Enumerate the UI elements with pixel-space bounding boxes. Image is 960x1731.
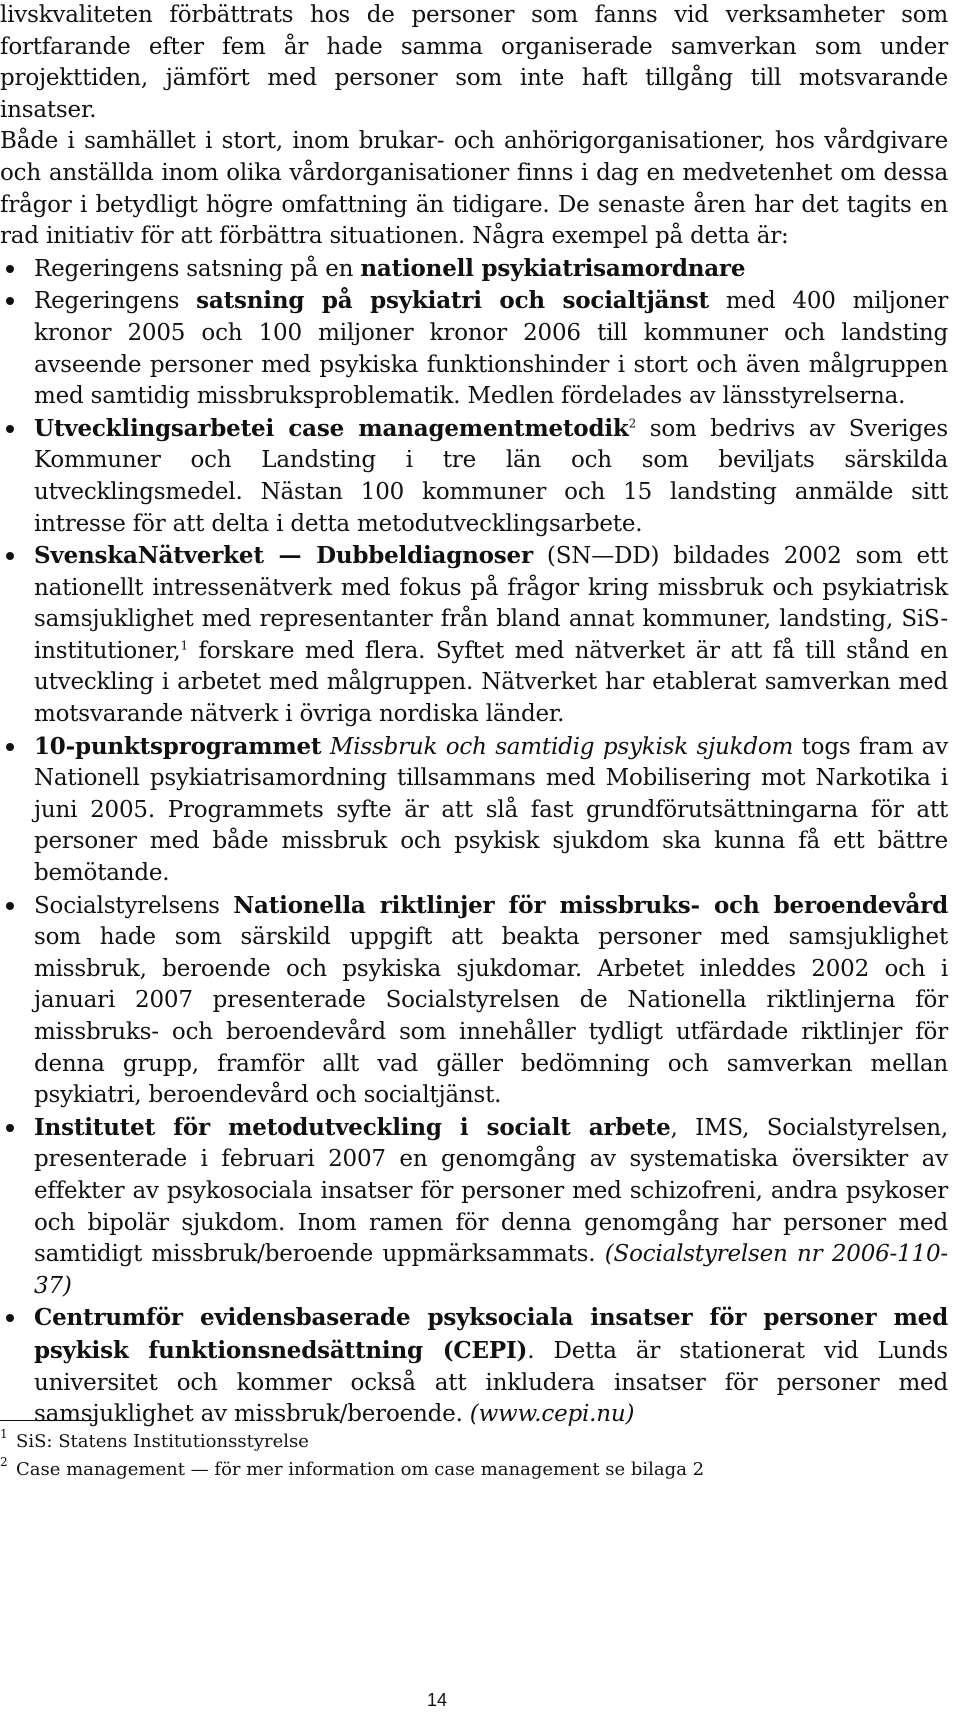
item-text: togs fram av Nationell psykiatrisamordning tillsammans med Mobilisering mot Narkotika i juni 2005. Programmets syfte är att slå fast grundförutsättningarna för att personer med både missbruk och psykisk sjukdom ska kunna få ett bättre bemötande. (34, 733, 948, 887)
item-text: Regeringens (34, 288, 197, 315)
footnote-mark: 1 (0, 1427, 8, 1441)
item-text: som bedrivs av Sveriges Kommuner och Landsting i tre län och som beviljats särskilda utvecklingsmedel. Nästan 100 kommuner och 15 landsting anmälde sitt intresse för att delta i detta metodutvecklingsarbete. (34, 415, 948, 537)
initiative-list (0, 253, 948, 1431)
item-text: . Detta är stationerat vid Lunds universitet och kommer också att inkludera insatser för personer med samsjuklighet av missbruk/beroende. (34, 1337, 949, 1428)
bullet-icon (6, 297, 14, 305)
footnote-1 (0, 1428, 940, 1456)
item-text: , IMS, Socialstyrelsen, presenterade i februari 2007 en genomgång av systematiska översikter av effekter av psykosociala insatser för personer med schizofreni, andra psykoser och bipolär sjukdom. Inom ramen för denna genomgång har personer med samtidigt missbruk/beroende uppmärksammats. (34, 1114, 948, 1268)
bullet-icon (6, 1124, 14, 1132)
footnote-divider (0, 1420, 96, 1421)
bullet-icon (6, 425, 14, 433)
website-link[interactable]: (www.cepi.nu) (469, 1401, 635, 1428)
list-item (0, 731, 948, 890)
item-bold-text: satsning på psykiatri och socialtjänst (196, 287, 709, 315)
item-text: forskare med flera. Syftet med nätverket är att få till stånd en utveckling i arbetet med målgruppen. Nätverket har etablerat samverkan med motsvarande nätverk i övriga nordiska länder. (34, 637, 948, 728)
intro (0, 0, 948, 253)
list-item (0, 285, 948, 412)
footnote-text: Case management — för mer information om case management se bilaga 2 (16, 1459, 705, 1480)
item-text: (SN—DD) bildades 2002 som ett nationellt intressenätverk med fokus på frågor kring missbruk och psykiatrisk samsjuklighet med representanter från bland annat kommuner, landsting, SiS-institutioner, (34, 543, 948, 664)
item-text: som hade som särskild uppgift att beakta personer med samsjuklighet missbruk, beroende och psykiska sjukdomar. Arbetet inleddes 2002 och i januari 2007 presenterade Socialstyrelsen de Nationella riktlinjerna för missbruks- och beroendevård som innehåller tydligt utfärdade riktlinjer för denna grupp, framför allt vad gäller bedömning och samverkan mellan psykiatri, beroendevård och socialtjänst. (34, 924, 948, 1109)
list-item (0, 540, 948, 731)
item-italic-text: Missbruk och samtidig psykisk sjukdom (329, 733, 794, 760)
footnote-reference[interactable]: 2 (628, 416, 637, 431)
item-bold-text: 10-punktsprogrammet (34, 732, 322, 760)
page-number: 14 (426, 1690, 448, 1710)
list-item (0, 1302, 948, 1430)
footnote-reference[interactable]: 1 (180, 638, 188, 653)
list-item (0, 253, 948, 286)
item-bold-text: Institutet för metodutveckling i socialt arbete (34, 1113, 671, 1141)
list-item (0, 413, 948, 540)
list-item (0, 1112, 948, 1303)
footnotes (0, 1428, 940, 1484)
list-item (0, 890, 948, 1112)
item-bold-text: nationell psykiatrisamordnare (360, 254, 746, 282)
item-text: med 400 miljoner kronor 2005 och 100 miljoner kronor 2006 till kommuner och landsting avseende personer med psykiska funktionshinder i stort och även målgruppen med samtidig missbruksproblematik. Medlen fördelades av länsstyrelserna. (34, 288, 949, 410)
footnote-text: SiS: Statens Institutionsstyrelse (16, 1431, 309, 1452)
item-bold-text: Nationella riktlinjer för missbruks- och beroendevård (233, 891, 948, 919)
item-text: Socialstyrelsens (34, 892, 234, 919)
bullet-icon (6, 1314, 14, 1322)
item-bold-text: SvenskaNätverket — Dubbeldiagnoser (34, 542, 533, 570)
footnote-mark: 2 (0, 1455, 8, 1469)
bullet-icon (6, 743, 14, 751)
bullet-icon (6, 552, 14, 560)
bullet-icon (6, 265, 14, 273)
footnote-2 (0, 1456, 940, 1484)
bullet-icon (6, 902, 14, 910)
citation: (Socialstyrelsen nr 2006-110-37) (34, 1241, 948, 1299)
item-bold-text: Centrumför evidensbaserade psyksociala insatser för personer med psykisk funktionsnedsättning (CEPI) (34, 1304, 948, 1364)
intro-paragraph-1: livskvaliteten förbättrats hos de personer som fanns vid verksamheter som fortfarande efter fem år hade samma organiserade samverkan som under projekttiden, jämfört med personer som inte haft tillgång till motsvarande insatser. (0, 2, 948, 123)
item-text: Regeringens satsning på en (34, 255, 361, 282)
intro-paragraph-2: Både i samhället i stort, inom brukar- och anhörigorganisationer, hos vårdgivare och anställda inom olika vårdorganisationer finns i dag en medvetenhet om dessa frågor i betydligt högre omfattning än tidigare. De senaste åren har det tagits en rad initiativ för att förbättra situationen. Några exempel på detta är: (0, 128, 948, 250)
item-bold-text: Utvecklingsarbetei case managementmetodik (34, 414, 629, 442)
